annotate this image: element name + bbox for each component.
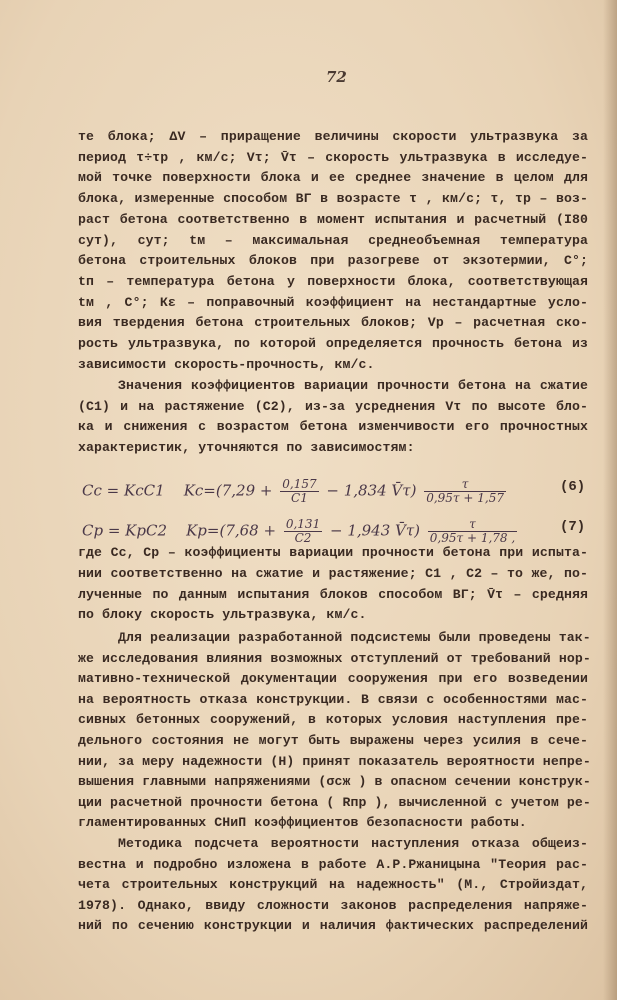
formula-7-k: Kр=(7,68 + (186, 521, 277, 540)
text-line: период τ÷τр , км/с; Vτ; V̄τ – скорость ультразвука в исследуе- (78, 149, 588, 165)
text-line: 1978). Однако, ввиду сложности законов распределения напряже- (78, 897, 588, 913)
text-line: ка и снижения с возрастом бетона изменчивости его прочностных (78, 419, 588, 435)
text-line: по блоку скорость ультразвука, км/с. (78, 607, 367, 623)
formula-6-fraction-2 (424, 478, 506, 505)
denominator: C2 (294, 531, 312, 545)
text-line: блока, измеренные способом ВГ в возрасте τ , км/с; τ, τр – воз- (78, 191, 588, 207)
text-line: на вероятность отказа конструкции. В связи с особенностями мас- (78, 691, 588, 707)
formula-7-fraction-1 (284, 518, 322, 545)
text-line: сивных бетонных сооружений, в которых условия наступления пре- (78, 712, 588, 728)
text-line: вестна и подробно изложена в работе А.Р.Ржаницына "Теория рас- (78, 856, 588, 872)
formula-7-fraction-2 (428, 518, 517, 545)
text-line: вышения главными напряжениями (σсж ) в опасном сечении конструк- (78, 774, 591, 790)
text-line: гламентированных СНиП коэффициентов безопасности работы. (78, 815, 527, 831)
text-line: те блока; ΔV – приращение величины скорости ультразвука за (78, 129, 588, 144)
equation-number-6: (6) (560, 479, 586, 495)
equation-number-7: (7) (560, 519, 586, 535)
text-line: ний по сечению конструкции и наличия фактических распределений (78, 918, 588, 934)
formula-6-k: Kс=(7,29 + (183, 481, 273, 500)
text-line: tм , С°; Кε – поправочный коэффициент на нестандартные усло- (78, 294, 588, 310)
formula-6-lhs: Cс = KсC1 (82, 481, 165, 500)
text-line: Для реализации разработанной подсистемы были проведены так- (118, 630, 591, 645)
text-line: мативно-технической документации сооружения при его возведении (78, 671, 588, 687)
text-line: (С1) и на растяжение (С2), из-за усреднения Vτ по высоте бло- (78, 398, 588, 414)
text-line: бетона строительных блоков при разогреве от экзотермии, С°; (78, 253, 588, 269)
text-line: где Сс, Ср – коэффициенты вариации прочности бетона при испыта- (78, 545, 588, 560)
text-line: вия твердения бетона строительных блоков; Vр – расчетная ско- (78, 315, 588, 331)
formula-6-mid: − 1,834 V̄τ) (326, 481, 417, 500)
formula-6 (82, 478, 509, 505)
numerator: 0,131 (285, 517, 321, 531)
formula-7-mid: − 1,943 V̄τ) (329, 521, 421, 540)
page-number: 72 (326, 68, 347, 86)
text-line: зависимости скорость-прочность, км/с. (78, 356, 375, 372)
formula-6-fraction-1 (280, 478, 318, 505)
text-line: сут), сут; tм – максимальная среднеобъемная температура (78, 232, 588, 248)
text-line: Значения коэффициентов вариации прочности бетона на сжатие (118, 378, 588, 393)
denominator: 0,95τ + 1,78 , (429, 531, 516, 545)
text-line: tп – температура бетона у поверхности блока, соответствующая (78, 273, 588, 289)
text-line: раст бетона соответственно в момент испытания и расчетный (I80 (78, 211, 588, 227)
numerator: τ (424, 478, 506, 492)
denominator: 0,95τ + 1,57 (426, 491, 504, 505)
text-line: Методика подсчета вероятности наступления отказа общеиз- (118, 836, 588, 851)
denominator: C1 (291, 491, 308, 505)
formula-7-lhs: Cр = KрC2 (82, 521, 168, 540)
text-line: чета строительных конструкций на надежность" (М., Стройиздат, (78, 877, 588, 893)
text-line: характеристик, уточняются по зависимостям: (78, 440, 415, 456)
text-line: нии, за меру надежности (Н) принят показатель вероятности непре- (78, 753, 591, 769)
page-edge-shadow (603, 0, 617, 1000)
text-line: ции расчетной прочности бетона ( Rпр ), вычисленной с учетом ре- (78, 794, 591, 810)
text-line: же исследования влияния возможных отступлений от требований нор- (78, 650, 591, 666)
text-line: мой точке поверхности блока и ее среднее значение в целом для (78, 170, 588, 186)
text-line: рость ультразвука, по которой определяется прочность бетона из (78, 336, 588, 351)
text-line: нии соответственно на сжатие и растяжение; С1 , С2 – то же, по- (78, 565, 588, 581)
formula-7 (82, 518, 520, 545)
text-line: дельного состояния не могут быть выражены через усилия в сече- (78, 733, 588, 748)
text-line: лученные по данным испытания блоков способом ВГ; V̄τ – средняя (78, 586, 588, 602)
numerator: τ (428, 518, 517, 532)
numerator: 0,157 (282, 477, 317, 491)
